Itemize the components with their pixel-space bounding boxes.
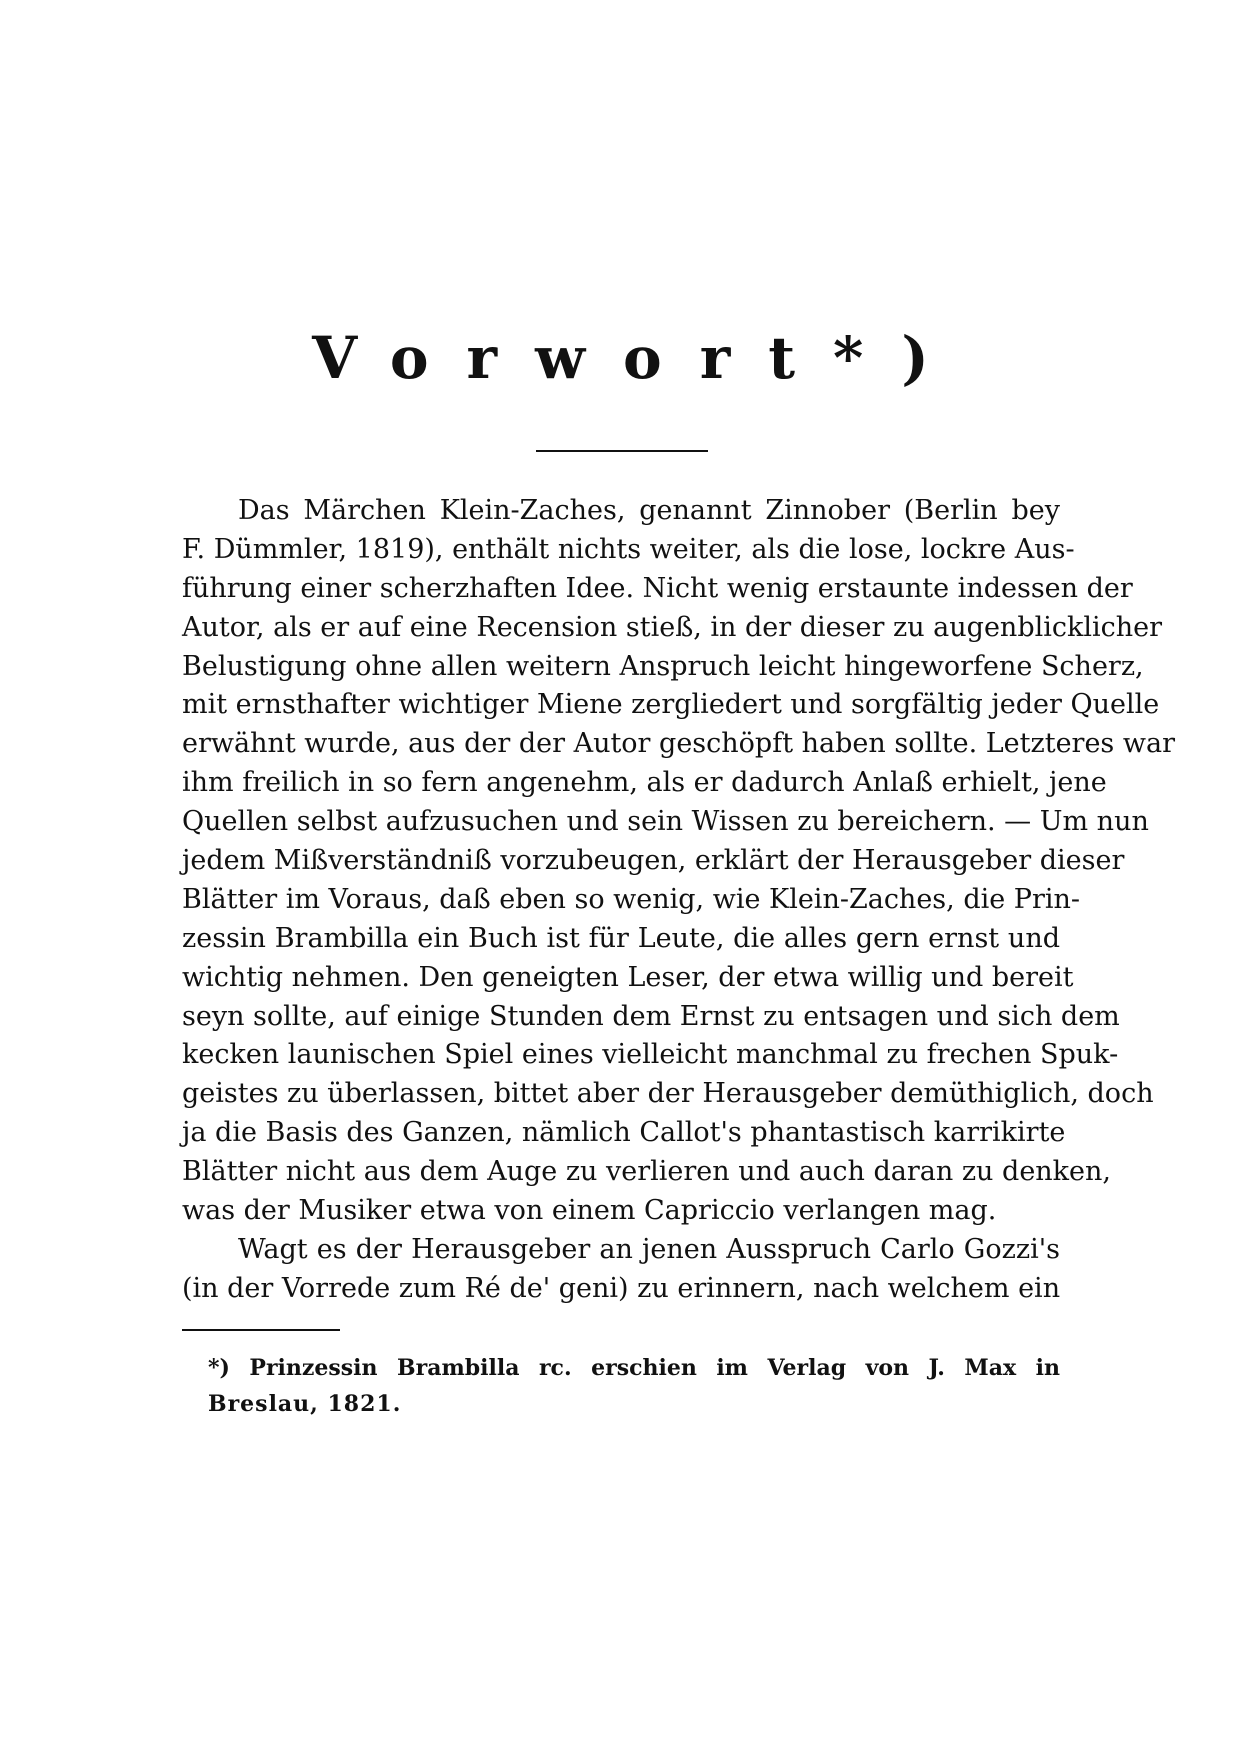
text-line: Blätter nicht aus dem Auge zu verlieren und auch daran zu denken,	[182, 1156, 1111, 1188]
text-line: F. Dümmler, 1819), enthält nichts weiter, als die lose, lockre Aus-	[182, 533, 1075, 565]
footnote-line: Breslau, 1821.	[208, 1391, 402, 1417]
text-line: (in der Vorrede zum Ré de' geni) zu erinnern, nach welchem ein	[182, 1272, 1061, 1304]
text-line: was der Musiker etwa von einem Capriccio verlangen mag.	[182, 1195, 997, 1227]
paragraph-2	[182, 1231, 1060, 1309]
text-line: wichtig nehmen. Den geneigten Leser, der etwa willig und bereit	[182, 961, 1074, 993]
text-line: Blätter im Voraus, daß eben so wenig, wie Klein-Zaches, die Prin-	[182, 883, 1081, 915]
footnote-divider	[182, 1329, 340, 1331]
text-line: Das Märchen Klein-Zaches, genannt Zinnober (Berlin bey	[238, 495, 1060, 526]
paragraph-1	[182, 492, 1175, 1231]
text-line: geistes zu überlassen, bittet aber der Herausgeber demüthiglich, doch	[182, 1078, 1154, 1110]
text-line: mit ernsthafter wichtiger Miene zergliedert und sorgfältig jeder Quelle	[182, 689, 1160, 721]
text-line: Wagt es der Herausgeber an jenen Ausspruch Carlo Gozzi's	[238, 1233, 1060, 1265]
text-line: ihm freilich in so fern angenehm, als er dadurch Anlaß erhielt, jene	[182, 767, 1107, 799]
text-line: Belustigung ohne allen weitern Anspruch leicht hingeworfene Scherz,	[182, 650, 1144, 682]
footnote	[208, 1350, 1060, 1422]
main-text	[182, 492, 1175, 1309]
page-title: Vorwort*)	[312, 324, 967, 392]
text-line: führung einer scherzhaften Idee. Nicht wenig erstaunte indessen der	[182, 572, 1133, 604]
text-line: ja die Basis des Ganzen, nämlich Callot's phantastisch karrikirte	[182, 1117, 1066, 1149]
text-line: kecken launischen Spiel eines vielleicht manchmal zu frechen Spuk-	[182, 1039, 1119, 1071]
footnote-line: *) Prinzessin Brambilla rc. erschien im Verlag von J. Max in	[208, 1355, 1060, 1381]
text-line: Autor, als er auf eine Recension stieß, in der dieser zu augenblicklicher	[182, 611, 1163, 643]
text-line: zessin Brambilla ein Buch ist für Leute, die alles gern ernst und	[182, 922, 1060, 954]
text-line: seyn sollte, auf einige Stunden dem Ernst zu entsagen und sich dem	[182, 1000, 1120, 1032]
text-line: jedem Mißverständniß vorzubeugen, erklärt der Herausgeber dieser	[182, 845, 1125, 877]
title-divider	[536, 450, 708, 452]
text-line: Quellen selbst aufzusuchen und sein Wissen zu bereichern. — Um nun	[182, 806, 1149, 838]
text-line: erwähnt wurde, aus der der Autor geschöpft haben sollte. Letzteres war	[182, 728, 1175, 760]
